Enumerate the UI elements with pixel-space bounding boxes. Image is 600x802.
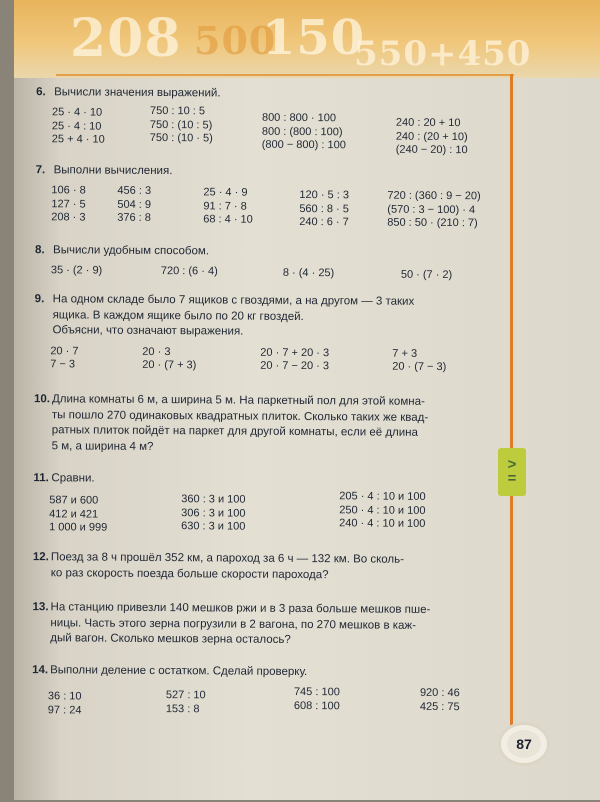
expression-column	[48, 690, 82, 717]
expression-column	[262, 112, 346, 153]
expression-column	[203, 186, 253, 227]
expression: 750 : (10 · 5)	[149, 131, 213, 145]
expression: 240 : 20 + 10	[395, 116, 461, 130]
task-13	[32, 600, 430, 649]
task-10	[34, 392, 429, 457]
expression: 587 и 600	[49, 494, 99, 507]
expression: 25 · 4 · 9	[203, 186, 248, 199]
expression: 425 : 75	[419, 700, 460, 713]
expression: 720 : (6 · 4)	[160, 265, 218, 278]
expression-column	[420, 687, 460, 714]
task-title: Выполни деление с остатком. Сделай проверку.	[50, 664, 308, 679]
task-number: 9.	[34, 293, 45, 306]
page-number: 87	[507, 730, 541, 758]
expression: 240 : 6 · 7	[299, 215, 349, 229]
expression-column	[49, 494, 107, 535]
task-7	[35, 162, 481, 230]
expression: 120 · 5 : 3	[299, 188, 350, 202]
task-line: На одном складе было 7 ящиков с гвоздями, а на другом — 3 таких	[52, 293, 415, 308]
task-number: 13.	[32, 601, 49, 614]
expression-grid	[36, 104, 468, 157]
task-line: ницы. Часть этого зерна погрузили в 2 вагона, по 270 мешков в каж-	[50, 616, 417, 632]
expression: 750 : (10 : 5)	[149, 118, 213, 131]
expression-column	[181, 493, 246, 534]
expression: 25 · 4 : 10	[51, 119, 102, 133]
expression-grid	[35, 184, 481, 230]
expression: 153 : 8	[165, 702, 200, 715]
expression: 527 : 10	[165, 689, 206, 702]
expression: 35 · (2 · 9)	[50, 264, 103, 277]
expression-column	[166, 689, 206, 716]
task-line: Поезд за 8 ч прошёл 352 км, а пароход за 6 ч — 132 км. Во сколь-	[50, 551, 405, 566]
expression: 608 : 100	[293, 699, 340, 712]
task-line: Объясни, что означают выражения.	[52, 324, 244, 338]
expression: 25 + 4 · 10	[51, 133, 105, 146]
header-number-decor: 208	[70, 8, 182, 69]
expression-row	[35, 264, 453, 282]
expression: 1 000 и 999	[49, 521, 108, 534]
task-text	[32, 600, 430, 649]
task-number: 6.	[36, 86, 46, 99]
task-title: Вычисли значения выражений.	[54, 86, 221, 100]
expression: 720 : (360 : 9 − 20)	[387, 189, 481, 203]
task-line: ратных плиток пойдёт на паркет для другой комнаты, если её длина	[51, 424, 418, 439]
header-number-decor: 550+450	[354, 34, 532, 74]
expression-column	[50, 345, 78, 372]
task-number: 7.	[35, 164, 46, 177]
task-text	[33, 550, 404, 584]
expression-grid	[32, 684, 460, 716]
expression-column	[260, 346, 329, 373]
expression: 7 − 3	[50, 358, 76, 371]
expression: 376 : 8	[117, 211, 151, 224]
task-8	[34, 242, 453, 282]
task-title: Сравни.	[51, 472, 95, 485]
expression: 360 : 3 и 100	[181, 493, 246, 506]
expression: 127 · 5	[51, 197, 86, 210]
task-14	[32, 662, 460, 716]
task-12	[33, 550, 404, 584]
task-title: Выполни вычисления.	[53, 164, 173, 178]
expression: 97 : 24	[47, 703, 82, 716]
task-text	[34, 392, 429, 457]
expression-grid	[34, 344, 447, 378]
task-line: Длина комнаты 6 м, а ширина 5 м. На паркетный пол для этой комна-	[51, 393, 425, 408]
expression: 8 · (4 · 25)	[282, 266, 335, 280]
expression: 25 · 4 · 10	[51, 106, 103, 119]
expression-column	[117, 185, 151, 226]
expression-column	[142, 345, 196, 372]
expression: 20 · (7 + 3)	[142, 358, 197, 372]
expression: 920 : 46	[419, 686, 460, 700]
expression: 412 и 421	[49, 507, 99, 521]
expression-column	[299, 189, 349, 230]
expression: 745 : 100	[293, 685, 340, 699]
task-number: 12.	[32, 551, 49, 564]
expression: 240 · 4 : 10 и 100	[339, 517, 426, 530]
expression: 91 : 7 · 8	[203, 199, 247, 213]
expression: 20 · 7 − 20 · 3	[260, 359, 330, 373]
expression: 20 · 3	[142, 345, 171, 358]
task-number: 11.	[33, 472, 49, 485]
expression: (800 − 800) : 100	[261, 138, 346, 152]
task-line: ты пошло 270 одинаковых квадратных плиток. Сколько таких же квад-	[51, 408, 429, 424]
expression: 560 : 8 · 5	[299, 202, 349, 215]
task-line: ящика. В каждом ящике было по 20 кг гвоздей.	[52, 308, 304, 323]
greater-sign: >	[507, 456, 517, 473]
task-number: 10.	[33, 393, 51, 406]
expression-column	[52, 106, 105, 147]
expression: (240 − 20) : 10	[395, 143, 468, 157]
expression: 250 · 4 : 10 и 100	[339, 503, 426, 517]
expression: 208 · 3	[51, 211, 86, 224]
task-text	[34, 292, 414, 341]
expression: 205 · 4 : 10 и 100	[339, 490, 426, 503]
expression: 20 · 7	[50, 344, 79, 357]
task-number: 14.	[32, 664, 49, 677]
task-9	[34, 292, 447, 377]
expression: 20 · 7 + 20 · 3	[260, 346, 330, 359]
task-number: 8.	[34, 244, 45, 257]
expression: (570 : 3 − 100) · 4	[387, 203, 476, 216]
expression: 36 : 10	[47, 690, 82, 703]
header-number-decor: 150	[262, 10, 366, 66]
equals-sign: =	[507, 470, 517, 487]
expression: 20 · (7 − 3)	[392, 360, 447, 374]
task-line: дый вагон. Сколько мешков зерна осталось?	[50, 632, 291, 646]
task-6	[36, 84, 468, 157]
expression-column	[387, 190, 481, 231]
expression-column	[294, 686, 340, 713]
expression: 240 : (20 + 10)	[395, 130, 468, 143]
header-number-decor: 500	[194, 18, 277, 63]
expression: 504 : 9	[117, 198, 152, 211]
expression-column	[150, 105, 213, 146]
expression-column	[51, 184, 86, 225]
expression-column	[396, 117, 468, 158]
expression: 750 : 10 : 5	[149, 104, 206, 118]
expression: 306 : 3 и 100	[181, 506, 246, 520]
task-title: Вычисли удобным способом.	[52, 244, 210, 258]
expression: 800 : (800 : 100)	[261, 125, 343, 138]
expression: 7 + 3	[392, 347, 418, 360]
expression-column	[339, 490, 426, 531]
task-line: На станцию привезли 140 мешков ржи и в 3 раза больше мешков пше-	[50, 601, 431, 616]
expression: 800 : 800 · 100	[261, 111, 337, 125]
task-line: ко раз скорость поезда больше скорости парохода?	[50, 566, 329, 581]
expression: 50 · (7 · 2)	[400, 268, 453, 282]
expression: 850 : 50 · (210 : 7)	[387, 216, 478, 230]
task-line: 5 м, а ширина 4 м?	[51, 439, 154, 453]
expression: 630 : 3 и 100	[181, 520, 246, 533]
expression: 68 : 4 · 10	[203, 213, 253, 226]
expression-column	[392, 347, 446, 374]
task-11	[33, 470, 426, 536]
expression-grid	[33, 490, 426, 536]
expression: 106 · 8	[51, 184, 86, 197]
expression: 456 : 3	[117, 184, 152, 197]
